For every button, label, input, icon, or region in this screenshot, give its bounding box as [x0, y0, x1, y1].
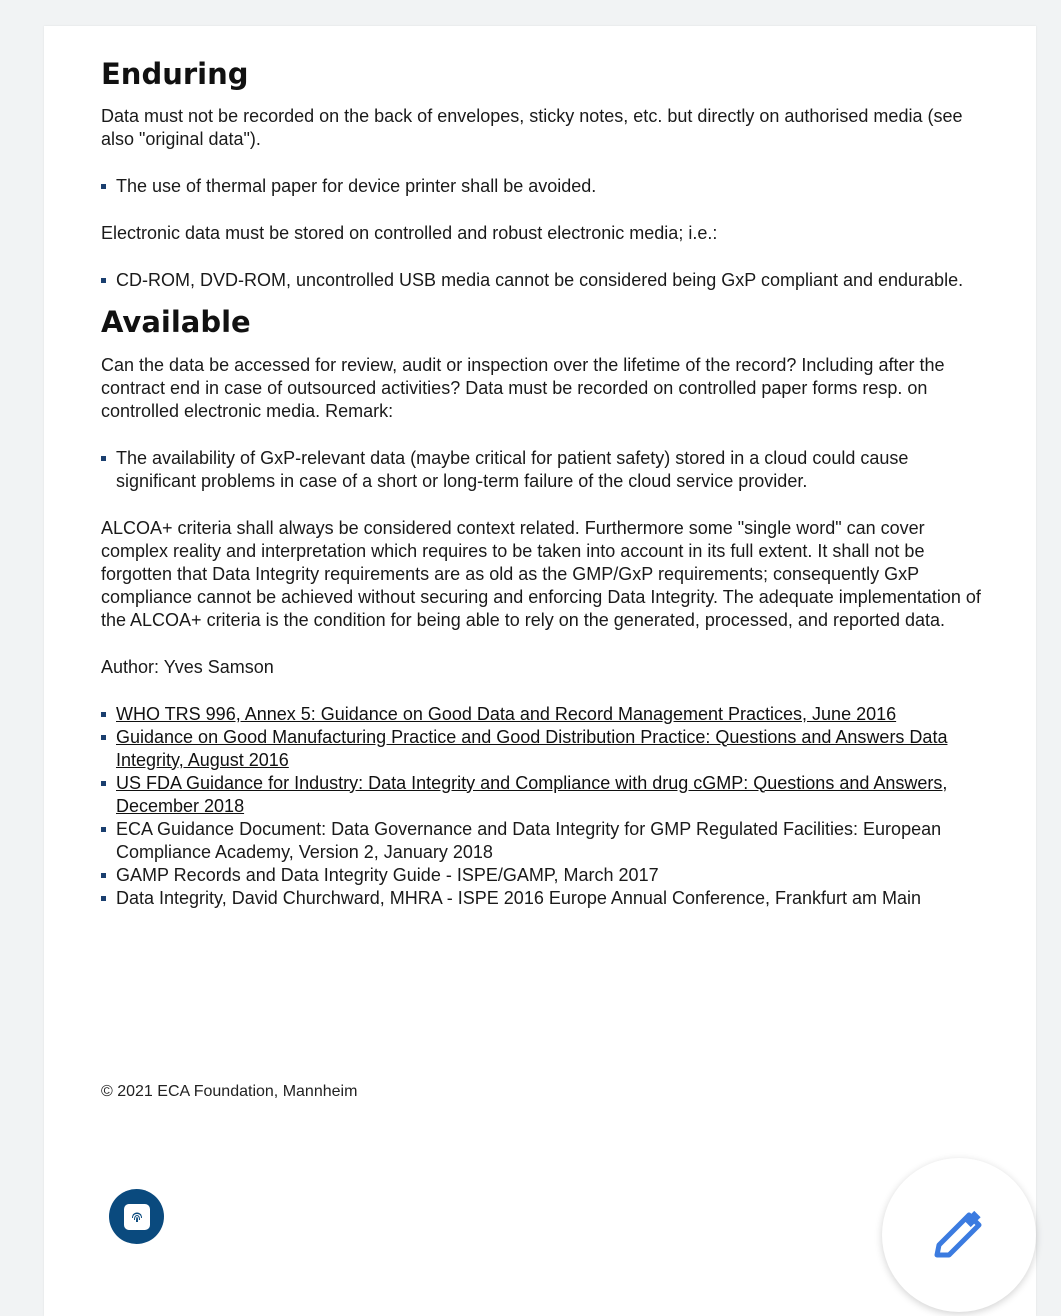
reference-item — [101, 772, 981, 818]
reference-item — [101, 703, 981, 726]
section-heading-enduring: Enduring — [101, 57, 249, 91]
available-list — [101, 447, 981, 493]
article-content — [101, 58, 981, 934]
reference-item: GAMP Records and Data Integrity Guide - ISPE/GAMP, March 2017 — [101, 864, 981, 887]
reference-link[interactable]: WHO TRS 996, Annex 5: Guidance on Good Data and Record Management Practices, June 2016 — [116, 703, 897, 724]
section-heading-available: Available — [101, 305, 251, 340]
enduring-electronic-text: Electronic data must be stored on controlled and robust electronic media; i.e.: — [101, 223, 718, 244]
enduring-list-1 — [101, 175, 981, 198]
copyright-footer: © 2021 ECA Foundation, Mannheim — [101, 1083, 358, 1100]
document-page — [44, 26, 1036, 1316]
available-intro: Can the data be accessed for review, audit or inspection over the lifetime of the record? Including after the contract end in case of outsourced activities? Data must be recorded on controlled paper forms resp. on controlled electronic media. Remark: — [101, 354, 945, 421]
enduring-intro: Data must not be recorded on the back of envelopes, sticky notes, etc. but directly on authorised media (see also "original data"). — [101, 106, 963, 150]
author-line: Author: Yves Samson — [101, 656, 274, 677]
pencil-icon — [931, 1207, 987, 1263]
reference-item: ECA Guidance Document: Data Governance and Data Integrity for GMP Regulated Facilities: European Compliance Academy, Version 2, January 2018 — [101, 818, 981, 864]
reference-item — [101, 726, 981, 772]
references-list — [101, 703, 981, 910]
conclusion-text: ALCOA+ criteria shall always be considered context related. Furthermore some "single word" can cover complex reality and interpretation which requires to be taken into account in its full extent. It shall not be forgotten that Data Integrity requirements are as old as the GMP/GxP requirements; consequently GxP compliance cannot be achieved without securing and enforcing Data Integrity. The adequate implementation of the ALCOA+ criteria is the condition for being able to rely on the generated, processed, and reported data. — [101, 517, 981, 630]
reference-link[interactable]: Guidance on Good Manufacturing Practice and Good Distribution Practice: Questions and Answers Data Integrity, August 2016 — [116, 726, 948, 770]
reference-link[interactable]: US FDA Guidance for Industry: Data Integrity and Compliance with drug cGMP: Questions and Answers, December 2018 — [116, 772, 948, 816]
list-item: CD-ROM, DVD-ROM, uncontrolled USB media cannot be considered being GxP compliant and endurable. — [101, 269, 981, 292]
list-item: The availability of GxP-relevant data (maybe critical for patient safety) stored in a cloud could cause significant problems in case of a short or long-term failure of the cloud service provider. — [101, 447, 981, 493]
enduring-list-2 — [101, 269, 981, 292]
edit-fab-button[interactable] — [882, 1158, 1036, 1312]
chat-button[interactable] — [109, 1189, 164, 1244]
fingerprint-chat-icon — [124, 1204, 150, 1230]
reference-item: Data Integrity, David Churchward, MHRA - ISPE 2016 Europe Annual Conference, Frankfurt am Main — [101, 887, 981, 910]
list-item: The use of thermal paper for device printer shall be avoided. — [101, 175, 981, 198]
